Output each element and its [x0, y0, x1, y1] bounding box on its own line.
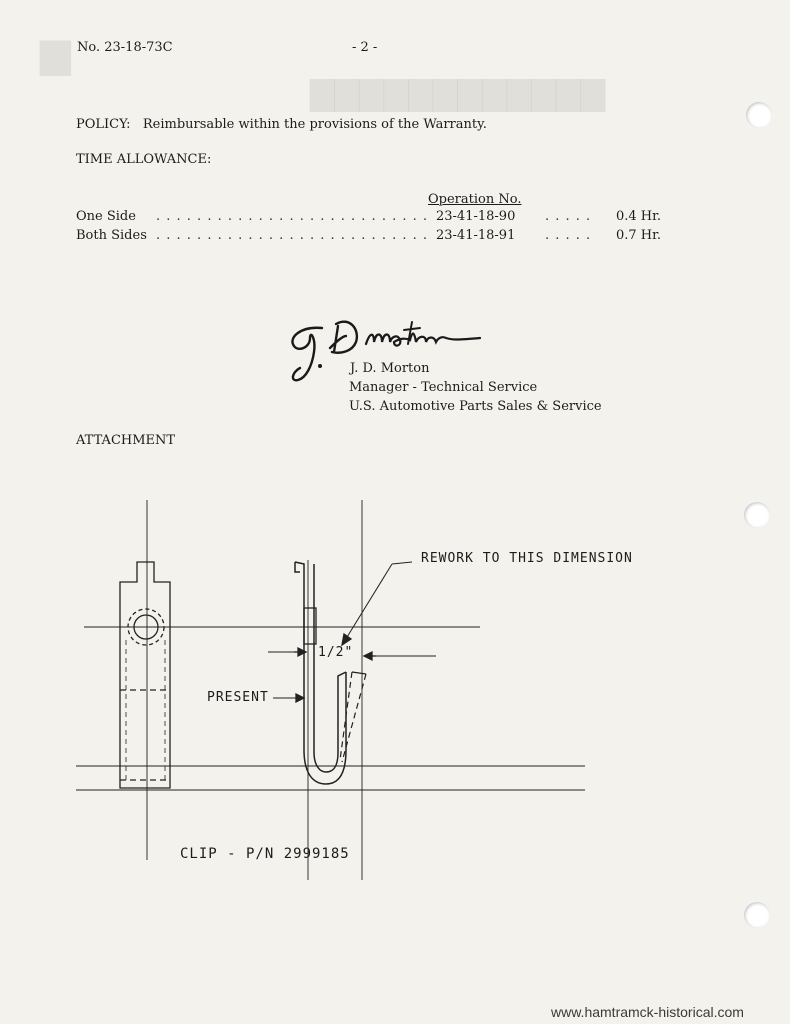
- operation-number: 23-41-18-91: [436, 228, 516, 243]
- leader-dots: . . . . . . . . . . . . . . . . . . . . . . . . . . .: [156, 228, 429, 243]
- rework-callout: REWORK TO THIS DIMENSION: [421, 551, 633, 566]
- time-allowance-heading: TIME ALLOWANCE:: [76, 152, 212, 167]
- attachment-heading: ATTACHMENT: [76, 433, 176, 448]
- clip-drawing: [0, 480, 790, 900]
- time-value: 0.7 Hr.: [616, 228, 662, 243]
- time-value: 0.4 Hr.: [616, 209, 662, 224]
- punch-hole-bottom: [744, 902, 770, 928]
- show-through-logo: ▆: [40, 30, 71, 76]
- operation-column-header: Operation No.: [428, 192, 522, 207]
- show-through-heading: ▇▇▇▇▇▇▇▇▇▇▇▇: [310, 74, 606, 112]
- page-number: - 2 -: [352, 40, 378, 55]
- leader-dots: . . . . .: [545, 228, 592, 243]
- clip-side-view: [120, 562, 170, 788]
- website-watermark: www.hamtramck-historical.com: [551, 1004, 744, 1020]
- policy-text: Reimbursable within the provisions of the Warranty.: [142, 117, 487, 132]
- punch-hole-top: [746, 102, 772, 128]
- signer-title: Manager - Technical Service: [349, 380, 538, 395]
- policy-label: POLICY:: [76, 117, 131, 132]
- signer-organization: U.S. Automotive Parts Sales & Service: [349, 399, 602, 414]
- present-callout: PRESENT: [207, 690, 269, 705]
- dimension-label: 1/2": [318, 645, 354, 660]
- signature: [280, 308, 500, 388]
- row-label-one-side: One Side: [76, 209, 136, 224]
- operation-number: 23-41-18-90: [436, 209, 516, 224]
- leader-dots: . . . . .: [545, 209, 592, 224]
- signer-name: J. D. Morton: [350, 361, 430, 376]
- bulletin-number: No. 23-18-73C: [77, 40, 173, 55]
- part-caption: CLIP - P/N 2999185: [180, 846, 350, 862]
- leader-dots: . . . . . . . . . . . . . . . . . . . . . . . . . . .: [156, 209, 429, 224]
- row-label-both-sides: Both Sides: [76, 228, 147, 243]
- policy-line: [76, 117, 487, 132]
